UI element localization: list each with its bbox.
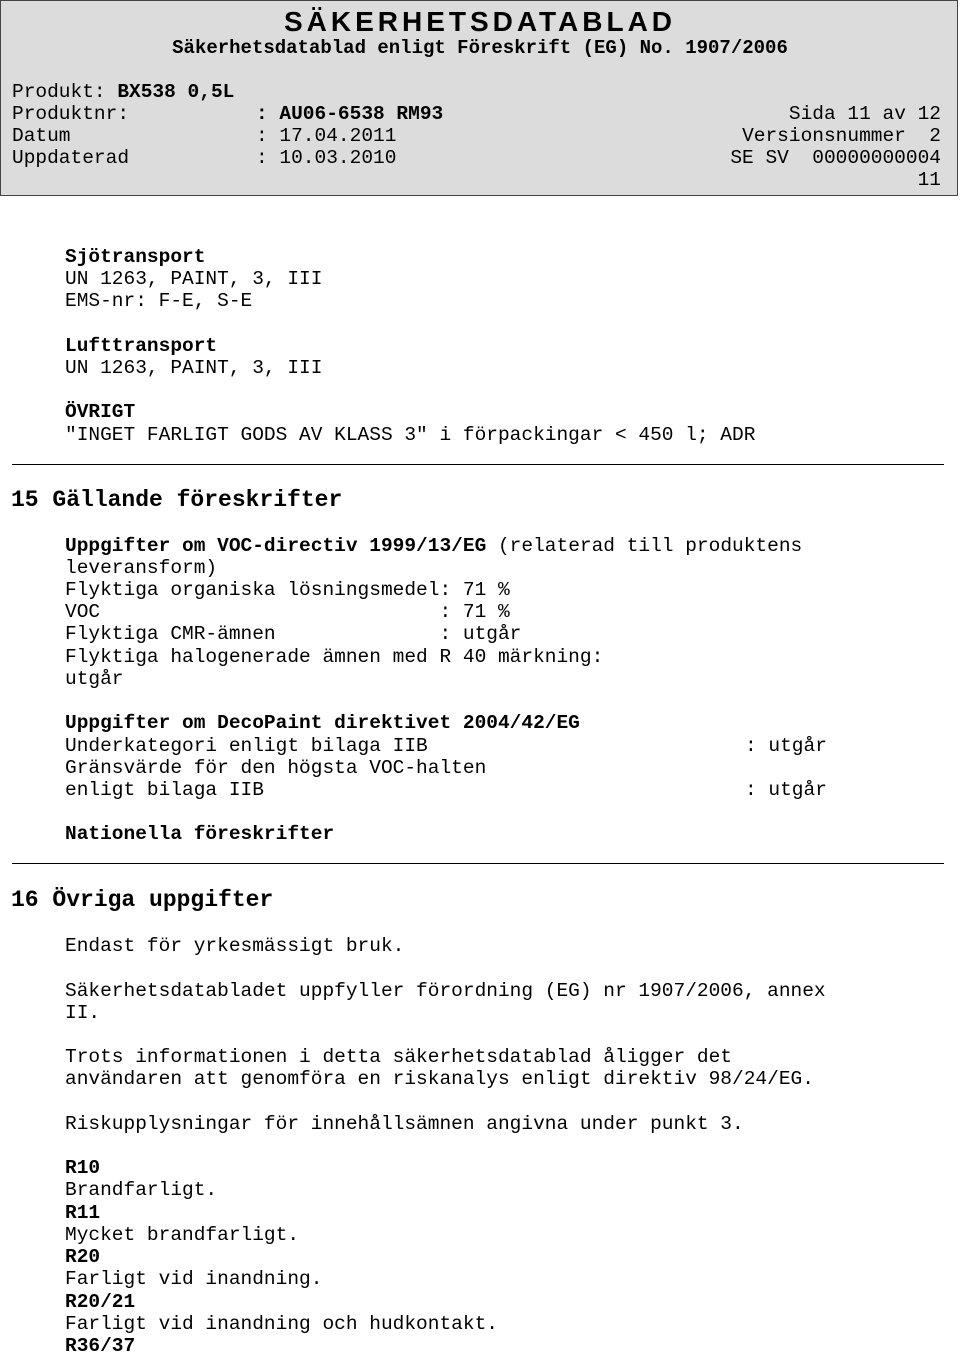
paragraph: Trots informationen i detta säkerhetsdatablad åligger det: [65, 1046, 733, 1068]
decopaint-line: enligt bilaga IIB: [65, 779, 264, 801]
page-number: 11: [917, 169, 941, 191]
section-divider: [12, 863, 944, 864]
risk-code: R20: [65, 1246, 101, 1268]
product-label: Produkt:: [12, 81, 106, 103]
decopaint-heading: Uppgifter om DecoPaint direktivet 2004/42/EG: [65, 712, 580, 734]
risk-code: R20/21: [65, 1291, 136, 1313]
voc-heading-note: (relaterad till produktens: [486, 535, 803, 557]
risk-code: R36/37: [65, 1335, 136, 1357]
voc-line: VOC : 71 %: [65, 601, 510, 623]
voc-line: utgår: [65, 668, 124, 690]
datum-label: Datum: [12, 125, 71, 147]
voc-line: Flyktiga organiska lösningsmedel: 71 %: [65, 579, 510, 601]
voc-line: Flyktiga CMR-ämnen : utgår: [65, 623, 522, 645]
national-regulations-heading: Nationella föreskrifter: [65, 823, 335, 845]
productnr-value: : AU06-6538 RM93: [256, 103, 444, 125]
air-transport-line: UN 1263, PAINT, 3, III: [65, 357, 323, 379]
document-code: SE SV 00000000004: [730, 147, 941, 169]
paragraph: Riskupplysningar för innehållsämnen angivna under punkt 3.: [65, 1113, 744, 1135]
sea-transport-heading: Sjötransport: [65, 246, 206, 268]
sea-transport-ems: EMS-nr: F-E, S-E: [65, 290, 253, 312]
air-transport-heading: Lufttransport: [65, 335, 218, 357]
decopaint-line: Underkategori enligt bilaga IIB: [65, 735, 428, 757]
risk-text: Mycket brandfarligt.: [65, 1224, 300, 1246]
product-row: [12, 81, 234, 103]
risk-text: Farligt vid inandning.: [65, 1268, 323, 1290]
section-divider: [12, 464, 944, 465]
paragraph: II.: [65, 1002, 101, 1024]
voc-line: leveransform): [65, 557, 218, 579]
page-indicator: Sida 11 av 12: [788, 103, 941, 125]
decopaint-line: Gränsvärde för den högsta VOC-halten: [65, 757, 487, 779]
document-subtitle: Säkerhetsdatablad enligt Föreskrift (EG) No. 1907/2006: [172, 37, 788, 59]
risk-code: R11: [65, 1202, 101, 1224]
voc-heading-row: [65, 535, 802, 557]
section-15-title: 15 Gällande föreskrifter: [11, 487, 343, 513]
other-line: "INGET FARLIGT GODS AV KLASS 3" i förpackingar < 450 l; ADR: [65, 424, 756, 446]
other-heading: ÖVRIGT: [65, 401, 136, 423]
version-number: Versionsnummer 2: [742, 125, 941, 147]
updated-label: Uppdaterad: [12, 147, 130, 169]
risk-text: Farligt vid inandning och hudkontakt.: [65, 1313, 498, 1335]
productnr-label: Produktnr:: [12, 103, 130, 125]
document-title: SÄKERHETSDATABLAD: [283, 6, 677, 37]
product-value: BX538 0,5L: [117, 81, 235, 103]
risk-text: Brandfarligt.: [65, 1179, 218, 1201]
decopaint-value: : utgår: [745, 779, 827, 801]
voc-line: Flyktiga halogenerade ämnen med R 40 märkning:: [65, 646, 604, 668]
document-header: [0, 0, 958, 196]
paragraph: Säkerhetsdatabladet uppfyller förordning (EG) nr 1907/2006, annex: [65, 980, 826, 1002]
sea-transport-line: UN 1263, PAINT, 3, III: [65, 268, 323, 290]
risk-code: R10: [65, 1157, 101, 1179]
voc-heading: Uppgifter om VOC-directiv 1999/13/EG: [65, 535, 487, 557]
datum-value: : 17.04.2011: [256, 125, 397, 147]
decopaint-value: : utgår: [745, 735, 827, 757]
section-16-title: 16 Övriga uppgifter: [11, 887, 274, 913]
paragraph: användaren att genomföra en riskanalys enligt direktiv 98/24/EG.: [65, 1068, 814, 1090]
paragraph: Endast för yrkesmässigt bruk.: [65, 935, 405, 957]
updated-value: : 10.03.2010: [256, 147, 397, 169]
